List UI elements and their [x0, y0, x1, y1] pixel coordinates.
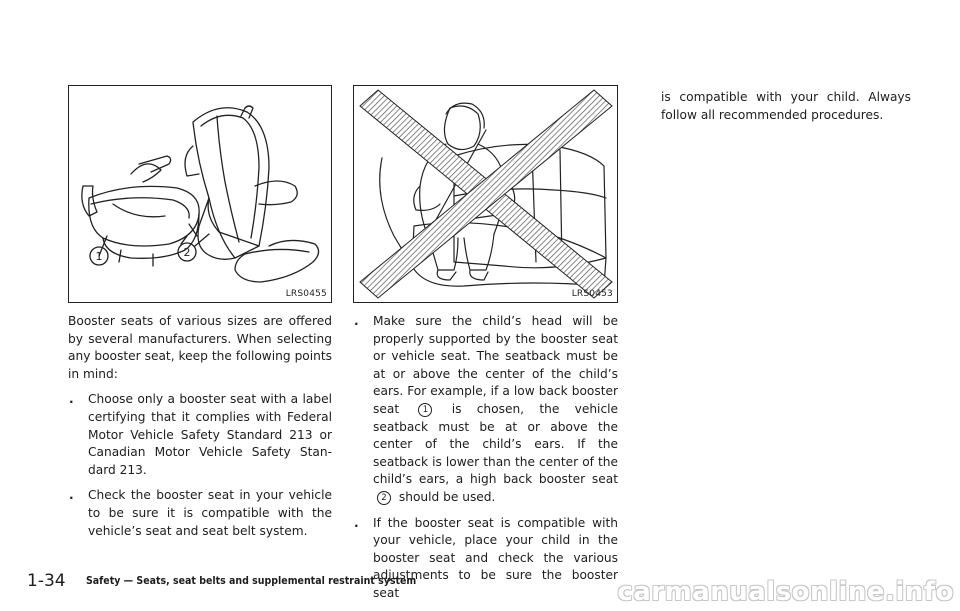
bullet-dot: .	[354, 515, 359, 530]
bullet-text-part: is chosen, the vehicle seatback must be at or above the center of the child’s ears. If the seatback is lower than the center of the child’s ears, a high back booster seat	[373, 401, 619, 487]
callout-2: 2	[183, 246, 191, 259]
bullet-text: If the booster seat is compatible with your vehicle, place your child in the booster seat and check the various adjustments to be sure the booster seat	[373, 515, 618, 600]
continued-paragraph: is compatible with your child. Always follow all recommended procedures.	[661, 90, 911, 122]
text-column-2	[353, 305, 618, 603]
incorrect-seating-figure	[353, 85, 618, 303]
callout-marker-2: 2	[377, 491, 391, 505]
incorrect-seating-illustration	[354, 86, 617, 302]
callout-marker-1: 1	[418, 403, 432, 417]
bullet-text-part: Make sure the child’s head will be properly supported by the booster seat or vehicle seat. The seatback must be at or above the center of the child’s ears. For example, if a low back booster seat	[373, 314, 618, 416]
booster-seats-figure	[68, 85, 332, 303]
bullet-text-part: should be used.	[398, 489, 496, 504]
booster-seats-illustration	[69, 86, 331, 302]
bullet-text: Check the booster seat in your vehicle to be sure it is compatible with the vehicle’s seat and seat belt system.	[88, 488, 332, 538]
bullet-item	[353, 515, 618, 603]
watermark: carmanualsonline.info	[617, 577, 954, 607]
intro-paragraph: Booster seats of various sizes are offered by several manufacturers. When selecting any booster seat, keep the following points in mind:	[68, 314, 332, 381]
figure-code: LRS0453	[571, 289, 613, 299]
bullet-item	[353, 313, 618, 507]
section-title: Safety — Seats, seat belts and supplemental restraint system	[86, 575, 417, 587]
bullet-dot: .	[69, 488, 74, 503]
bullet-item	[68, 391, 332, 479]
figure-code: LRS0455	[285, 289, 327, 299]
bullet-text: Choose only a booster seat with a label certifying that it complies with Federal Motor Vehicle Safety Standard 213 or Canadian Motor Vehicle Safety Stan-dard 213.	[88, 392, 332, 477]
text-column-3	[661, 89, 911, 124]
callout-1: 1	[95, 250, 103, 263]
text-column-1	[68, 313, 332, 540]
page-number: 1-34	[27, 571, 66, 591]
bullet-item	[68, 487, 332, 540]
bullet-dot: .	[69, 392, 74, 407]
bullet-dot: .	[354, 314, 359, 328]
